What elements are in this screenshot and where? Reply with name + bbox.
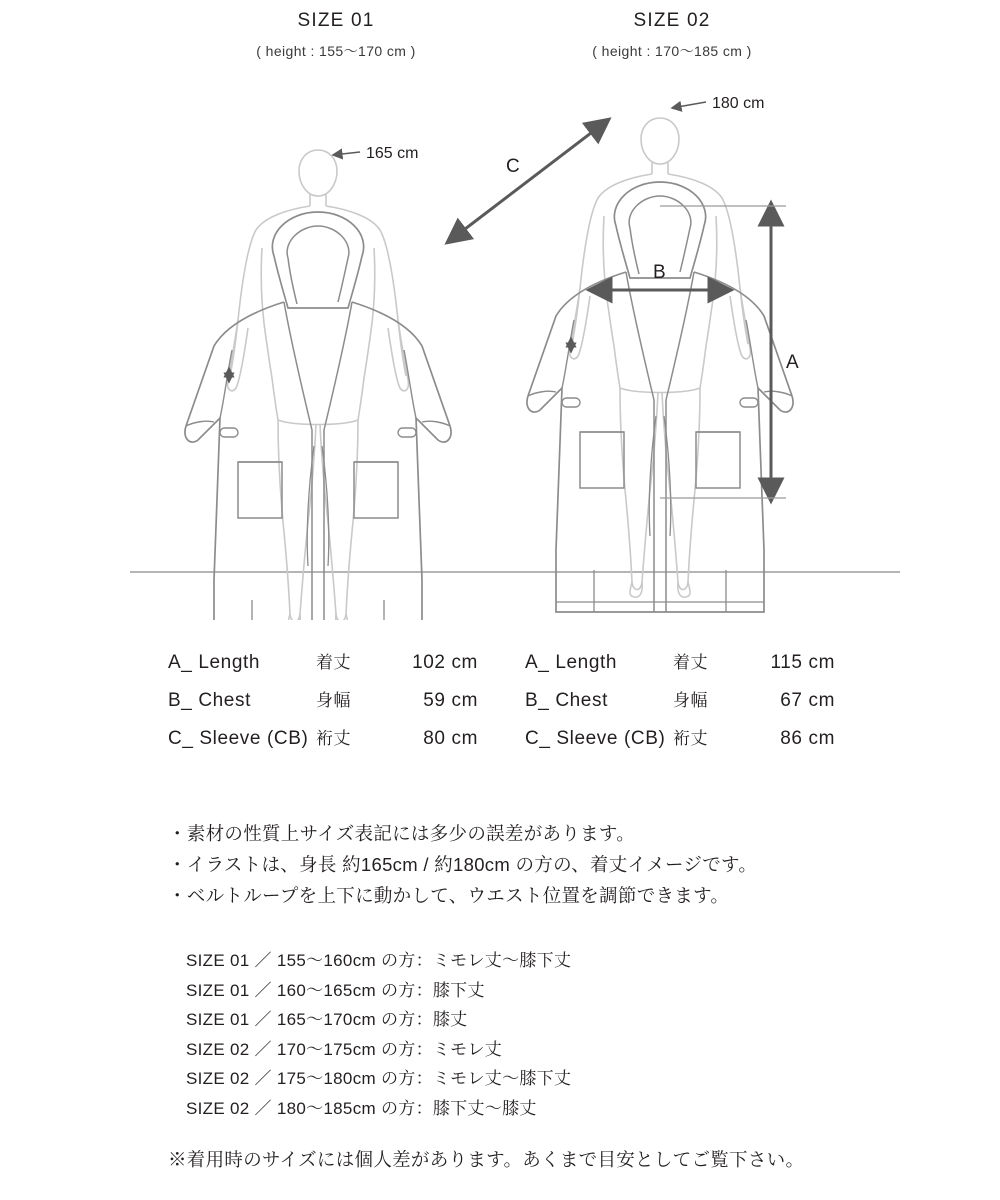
size-01-heading	[176, 10, 496, 61]
guide-line: SIZE 01 ／ 165〜170cm の方：膝丈	[186, 1010, 468, 1029]
spec-code: A_ Length	[525, 652, 618, 673]
spec-jp-label: 着丈	[316, 653, 351, 672]
spec-value: 59 cm	[423, 690, 478, 711]
garment-illustrations	[0, 80, 1000, 620]
spec-jp-label: 身幅	[673, 691, 708, 710]
size-01-height-label: 165 cm	[366, 145, 419, 162]
spec-value: 67 cm	[780, 690, 835, 711]
table-row	[168, 686, 478, 724]
guide-line: SIZE 02 ／ 175〜180cm の方：ミモレ丈〜膝下丈	[186, 1069, 572, 1088]
size-01-height-range: ( height : 155〜170 cm )	[256, 43, 416, 59]
spec-jp-label: 裄丈	[316, 729, 351, 748]
notes-block	[168, 818, 968, 911]
spec-code: C_ Sleeve (CB)	[525, 728, 666, 749]
spec-value: 102 cm	[412, 652, 478, 673]
dimension-arrow-chest	[590, 262, 730, 290]
spec-value: 115 cm	[770, 652, 835, 673]
guide-line: SIZE 01 ／ 160〜165cm の方：膝下丈	[186, 980, 485, 1000]
table-row	[168, 648, 478, 686]
guide-line: SIZE 02 ／ 170〜175cm の方：ミモレ丈	[186, 1039, 503, 1059]
size-02-illustration	[527, 118, 793, 612]
note-line: ・素材の性質上サイズ表記には多少の誤差があります。	[168, 823, 636, 844]
table-row	[525, 648, 835, 686]
spec-jp-label: 着丈	[673, 653, 708, 672]
dimension-label-chest: B	[653, 262, 666, 283]
size-01-illustration	[185, 150, 451, 620]
size-02-height-range: ( height : 170〜185 cm )	[592, 43, 752, 59]
dimension-arrow-sleeve	[448, 120, 608, 242]
size-02-spec-table	[525, 648, 835, 762]
spec-code: A_ Length	[168, 652, 261, 673]
table-row	[168, 724, 478, 762]
guide-line: SIZE 02 ／ 180〜185cm の方：膝下丈〜膝丈	[186, 1098, 537, 1118]
length-guide-block	[186, 946, 986, 1123]
size-02-title: SIZE 02	[633, 10, 711, 31]
size-01-title: SIZE 01	[297, 10, 375, 31]
size-01-spec-table	[168, 648, 478, 762]
size-02-heading	[512, 10, 832, 61]
spec-code: B_ Chest	[525, 690, 608, 711]
size-02-height-label: 180 cm	[712, 95, 765, 112]
dimension-label-length: A	[786, 352, 799, 373]
spec-value: 86 cm	[780, 728, 835, 749]
table-row	[525, 724, 835, 762]
spec-jp-label: 裄丈	[673, 729, 708, 748]
spec-value: 80 cm	[423, 728, 478, 749]
footnote: ※着用時のサイズには個人差があります。あくまで目安としてご覧下さい。	[168, 1149, 805, 1170]
note-line: ・イラストは、身長 約165cm / 約180cm の方の、着丈イメージです。	[168, 854, 758, 875]
spec-code: C_ Sleeve (CB)	[168, 728, 309, 749]
spec-jp-label: 身幅	[316, 691, 351, 710]
size-01-height-callout	[333, 145, 418, 162]
note-line: ・ベルトループを上下に動かして、ウエスト位置を調節できます。	[168, 885, 730, 906]
dimension-label-sleeve: C	[506, 156, 520, 177]
spec-code: B_ Chest	[168, 690, 251, 711]
guide-line: SIZE 01 ／ 155〜160cm の方：ミモレ丈〜膝下丈	[186, 951, 572, 970]
table-row	[525, 686, 835, 724]
size-02-height-callout	[672, 95, 764, 112]
